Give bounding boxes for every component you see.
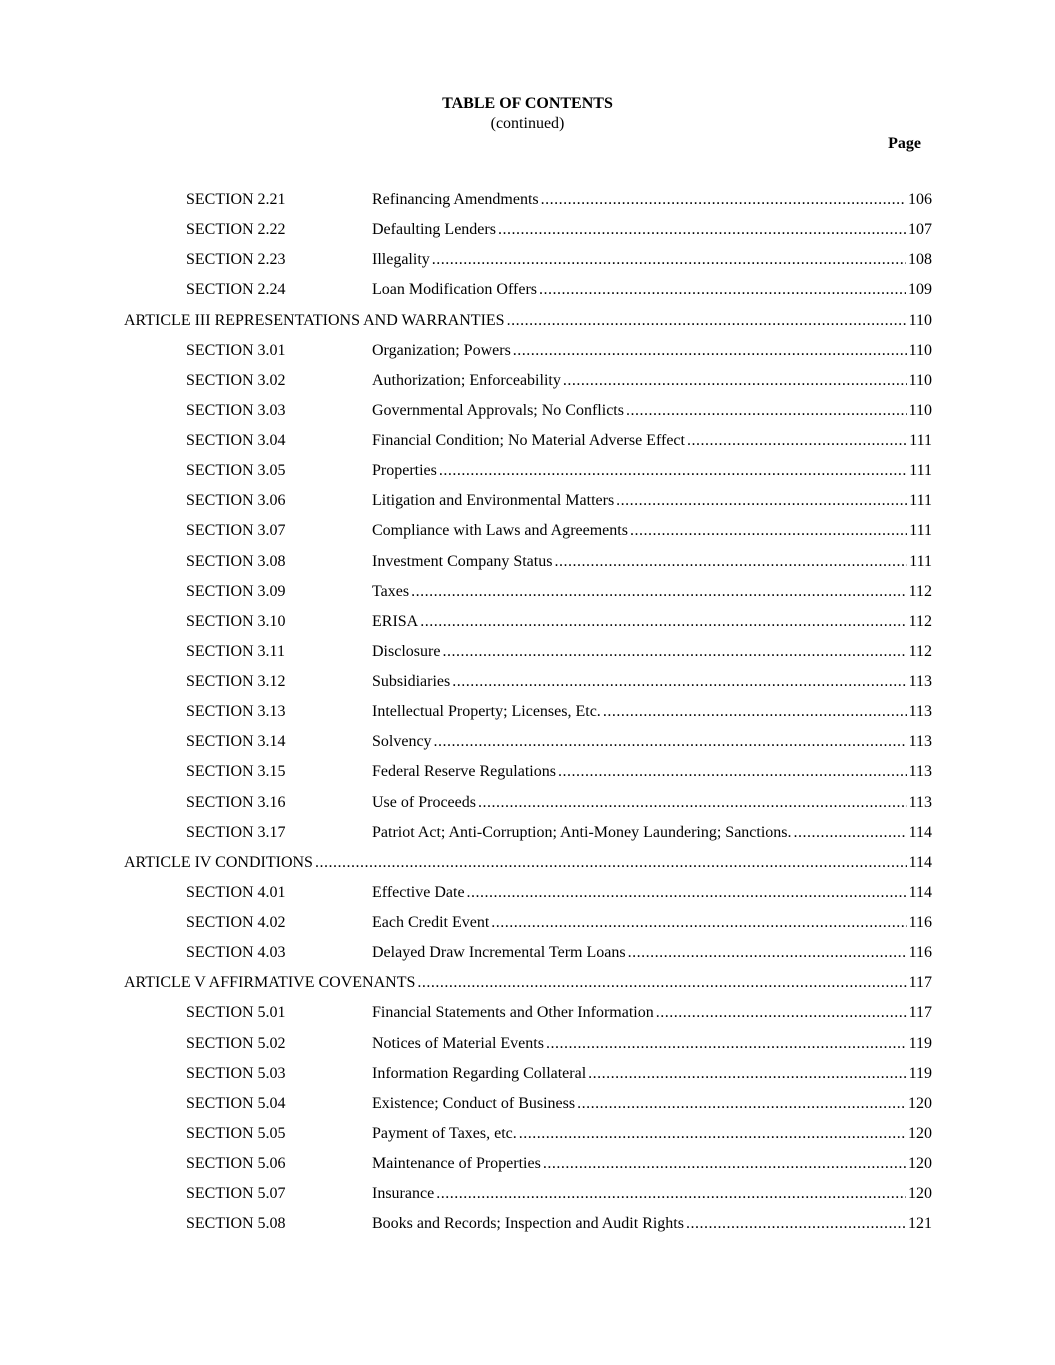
dot-leader	[543, 1154, 906, 1174]
section-number: SECTION 2.21	[186, 191, 286, 208]
page-number: 113	[908, 733, 932, 751]
section-title: Subsidiaries	[372, 673, 451, 690]
dot-leader	[554, 552, 907, 572]
dot-leader	[603, 702, 907, 722]
toc-entry	[372, 823, 932, 843]
toc-entry	[372, 431, 932, 451]
section-number: SECTION 2.24	[186, 281, 286, 299]
section-title: Use of Proceeds	[372, 793, 476, 811]
toc-entry	[372, 582, 932, 602]
toc-entry	[372, 1064, 932, 1084]
page-number: 111	[909, 522, 932, 540]
page-number: 116	[908, 944, 932, 962]
toc-entry	[372, 461, 932, 481]
page-number: 111	[909, 462, 932, 480]
section-number: SECTION 3.12	[186, 673, 286, 690]
section-number: SECTION 3.15	[186, 763, 286, 781]
section-title: Books and Records; Inspection and Audit Rights	[372, 1215, 684, 1233]
section-title: Existence; Conduct of Business	[372, 1094, 576, 1112]
dot-leader	[577, 1094, 906, 1114]
toc-section-row	[0, 732, 1055, 762]
section-title: Financial Statements and Other Information	[372, 1004, 654, 1022]
page-number: 110	[908, 341, 932, 359]
toc-section-row	[0, 1154, 1055, 1184]
toc-entry	[372, 1003, 932, 1023]
section-title: Organization; Powers	[372, 341, 511, 359]
page-number: 111	[909, 492, 932, 510]
toc-entry	[372, 642, 932, 662]
page-number: 120	[908, 1094, 932, 1112]
toc-section-row	[0, 401, 1055, 431]
toc-section-row	[0, 943, 1055, 973]
section-number: SECTION 3.08	[186, 552, 286, 570]
toc-section-row	[0, 582, 1055, 612]
section-title: Intellectual Property; Licenses, Etc.	[372, 703, 601, 721]
dot-leader	[588, 1064, 906, 1084]
section-number: SECTION 5.07	[186, 1185, 286, 1203]
dot-leader	[491, 913, 906, 933]
toc-section-row	[0, 612, 1055, 642]
page-number: 119	[908, 1034, 932, 1052]
dot-leader	[417, 973, 906, 993]
dot-leader	[546, 1034, 907, 1054]
toc-entry	[372, 883, 932, 903]
toc-entry	[372, 793, 932, 813]
toc-section-row	[0, 762, 1055, 792]
section-title: ERISA	[372, 612, 419, 630]
page-number: 114	[908, 823, 932, 841]
section-number: SECTION 3.06	[186, 492, 286, 510]
page-number: 119	[908, 1064, 932, 1082]
page-number: 113	[908, 703, 932, 721]
toc-section-row	[0, 220, 1055, 250]
dot-leader	[411, 582, 907, 602]
page-number: 113	[908, 793, 932, 811]
section-number: SECTION 4.02	[186, 914, 286, 931]
page-number: 110	[908, 401, 932, 419]
page-number: 121	[908, 1215, 932, 1233]
page-number: 110	[908, 311, 932, 329]
toc-entry	[372, 280, 932, 300]
section-number: SECTION 3.09	[186, 582, 286, 600]
section-title: Investment Company Status	[372, 552, 553, 570]
page-number: 112	[908, 612, 932, 630]
toc-entry	[372, 250, 932, 270]
section-title: Taxes	[372, 582, 410, 600]
section-number: SECTION 3.14	[186, 733, 286, 751]
toc-article-row	[0, 973, 1055, 1003]
article-title: ARTICLE III REPRESENTATIONS AND WARRANTIES	[124, 311, 505, 329]
section-title: Federal Reserve Regulations	[372, 763, 556, 781]
section-title: Compliance with Laws and Agreements	[372, 522, 628, 540]
dot-leader	[794, 823, 907, 843]
section-title: Notices of Material Events	[372, 1034, 544, 1052]
toc-entry	[372, 521, 932, 541]
dot-leader	[513, 341, 907, 361]
section-number: SECTION 3.02	[186, 371, 286, 389]
toc-section-row	[0, 1094, 1055, 1124]
section-title: Delayed Draw Incremental Term Loans	[372, 944, 626, 962]
toc-article-row	[0, 311, 1055, 341]
dot-leader	[563, 371, 907, 391]
toc-section-row	[0, 883, 1055, 913]
toc-section-row	[0, 190, 1055, 220]
toc-entry	[372, 552, 932, 572]
section-title: Properties	[372, 462, 437, 480]
table-of-contents	[0, 190, 1055, 1244]
dot-leader	[432, 250, 906, 270]
toc-entry	[372, 943, 932, 963]
toc-entry	[372, 1094, 932, 1114]
toc-section-row	[0, 1214, 1055, 1244]
section-title: Litigation and Environmental Matters	[372, 492, 615, 510]
dot-leader	[467, 883, 907, 903]
page-number: 116	[908, 914, 932, 931]
toc-section-row	[0, 1034, 1055, 1064]
section-number: SECTION 5.08	[186, 1215, 286, 1233]
section-title: Loan Modification Offers	[372, 281, 537, 299]
page-number: 114	[908, 853, 932, 871]
toc-entry	[372, 401, 932, 421]
page-number: 120	[908, 1185, 932, 1203]
toc-section-row	[0, 913, 1055, 943]
section-number: SECTION 5.05	[186, 1124, 286, 1142]
toc-section-row	[0, 672, 1055, 702]
toc-entry	[372, 762, 932, 782]
dot-leader	[442, 642, 906, 662]
dot-leader	[452, 672, 906, 692]
dot-leader	[498, 220, 906, 240]
toc-entry	[372, 190, 932, 210]
page-number: 113	[908, 763, 932, 781]
page-number: 117	[908, 1004, 932, 1022]
page-number: 111	[909, 552, 932, 570]
dot-leader	[539, 280, 906, 300]
dot-leader	[616, 491, 907, 511]
toc-section-row	[0, 642, 1055, 672]
dot-leader	[519, 1124, 906, 1144]
dot-leader	[434, 732, 907, 752]
toc-section-row	[0, 552, 1055, 582]
toc-section-row	[0, 461, 1055, 491]
section-title: Authorization; Enforceability	[372, 371, 561, 389]
section-title: Refinancing Amendments	[372, 191, 539, 208]
dot-leader	[687, 431, 907, 451]
section-number: SECTION 5.04	[186, 1094, 286, 1112]
section-number: SECTION 4.03	[186, 944, 286, 962]
toc-entry	[124, 853, 932, 873]
toc-entry	[372, 1214, 932, 1234]
section-title: Defaulting Lenders	[372, 221, 496, 239]
toc-section-row	[0, 250, 1055, 280]
page-number: 113	[908, 673, 932, 690]
dot-leader	[478, 793, 907, 813]
dot-leader	[628, 943, 907, 963]
toc-entry	[372, 1124, 932, 1144]
page-column-label: Page	[888, 135, 921, 152]
section-number: SECTION 5.03	[186, 1064, 286, 1082]
toc-entry	[372, 1154, 932, 1174]
dot-leader	[686, 1214, 906, 1234]
toc-section-row	[0, 431, 1055, 461]
section-number: SECTION 3.16	[186, 793, 286, 811]
toc-section-row	[0, 280, 1055, 310]
dot-leader	[630, 521, 907, 541]
page-number: 120	[908, 1155, 932, 1172]
page-number: 112	[908, 582, 932, 600]
toc-section-row	[0, 371, 1055, 401]
article-title: ARTICLE IV CONDITIONS	[124, 853, 313, 871]
section-number: SECTION 3.17	[186, 823, 286, 841]
section-number: SECTION 4.01	[186, 883, 286, 901]
toc-section-row	[0, 521, 1055, 551]
dot-leader	[507, 311, 907, 331]
page-number: 106	[908, 191, 932, 208]
page-number: 117	[908, 974, 932, 992]
dot-leader	[315, 853, 907, 873]
dot-leader	[558, 762, 907, 782]
section-title: Illegality	[372, 251, 430, 269]
section-number: SECTION 3.04	[186, 432, 286, 449]
toc-section-row	[0, 1184, 1055, 1214]
dot-leader	[439, 461, 907, 481]
section-number: SECTION 3.10	[186, 612, 286, 630]
dot-leader	[656, 1003, 907, 1023]
page-number: 107	[908, 221, 932, 239]
toc-entry	[372, 612, 932, 632]
section-title: Insurance	[372, 1185, 435, 1203]
section-number: SECTION 5.01	[186, 1004, 286, 1022]
section-title: Solvency	[372, 733, 432, 751]
toc-entry	[372, 913, 932, 933]
page-subtitle: (continued)	[490, 115, 565, 132]
page-number: 109	[908, 281, 932, 299]
section-title: Maintenance of Properties	[372, 1155, 541, 1172]
toc-section-row	[0, 1003, 1055, 1033]
page-number: 110	[908, 371, 932, 389]
section-number: SECTION 3.11	[186, 642, 285, 660]
toc-section-row	[0, 491, 1055, 521]
section-number: SECTION 3.03	[186, 401, 286, 419]
toc-section-row	[0, 793, 1055, 823]
toc-entry	[372, 371, 932, 391]
section-title: Information Regarding Collateral	[372, 1064, 587, 1082]
section-title: Payment of Taxes, etc.	[372, 1124, 517, 1142]
section-number: SECTION 3.13	[186, 703, 286, 721]
dot-leader	[436, 1184, 906, 1204]
toc-entry	[372, 1184, 932, 1204]
section-number: SECTION 5.02	[186, 1034, 286, 1052]
section-title: Governmental Approvals; No Conflicts	[372, 401, 624, 419]
toc-section-row	[0, 1064, 1055, 1094]
article-title: ARTICLE V AFFIRMATIVE COVENANTS	[124, 974, 416, 992]
page-number: 111	[909, 432, 932, 449]
toc-entry	[124, 311, 932, 331]
toc-entry	[372, 1034, 932, 1054]
section-title: Disclosure	[372, 642, 441, 660]
toc-entry	[124, 973, 932, 993]
toc-section-row	[0, 702, 1055, 732]
page-number: 114	[908, 883, 932, 901]
section-title: Each Credit Event	[372, 914, 490, 931]
toc-entry	[372, 702, 932, 722]
toc-entry	[372, 491, 932, 511]
page-number: 112	[908, 642, 932, 660]
section-number: SECTION 2.22	[186, 221, 286, 239]
toc-section-row	[0, 1124, 1055, 1154]
toc-section-row	[0, 341, 1055, 371]
section-title: Financial Condition; No Material Adverse Effect	[372, 432, 685, 449]
section-number: SECTION 3.01	[186, 341, 286, 359]
section-number: SECTION 3.05	[186, 462, 286, 480]
toc-entry	[372, 732, 932, 752]
toc-entry	[372, 341, 932, 361]
page-number: 108	[908, 251, 932, 269]
dot-leader	[541, 190, 906, 210]
section-number: SECTION 3.07	[186, 522, 286, 540]
dot-leader	[626, 401, 907, 421]
page-number: 120	[908, 1124, 932, 1142]
section-title: Effective Date	[372, 883, 465, 901]
page-title: TABLE OF CONTENTS	[442, 95, 613, 112]
section-number: SECTION 5.06	[186, 1155, 286, 1172]
toc-section-row	[0, 823, 1055, 853]
section-title: Patriot Act; Anti-Corruption; Anti-Money Laundering; Sanctions.	[372, 823, 792, 841]
section-number: SECTION 2.23	[186, 251, 286, 269]
toc-entry	[372, 220, 932, 240]
toc-entry	[372, 672, 932, 692]
toc-article-row	[0, 853, 1055, 883]
dot-leader	[420, 612, 906, 632]
